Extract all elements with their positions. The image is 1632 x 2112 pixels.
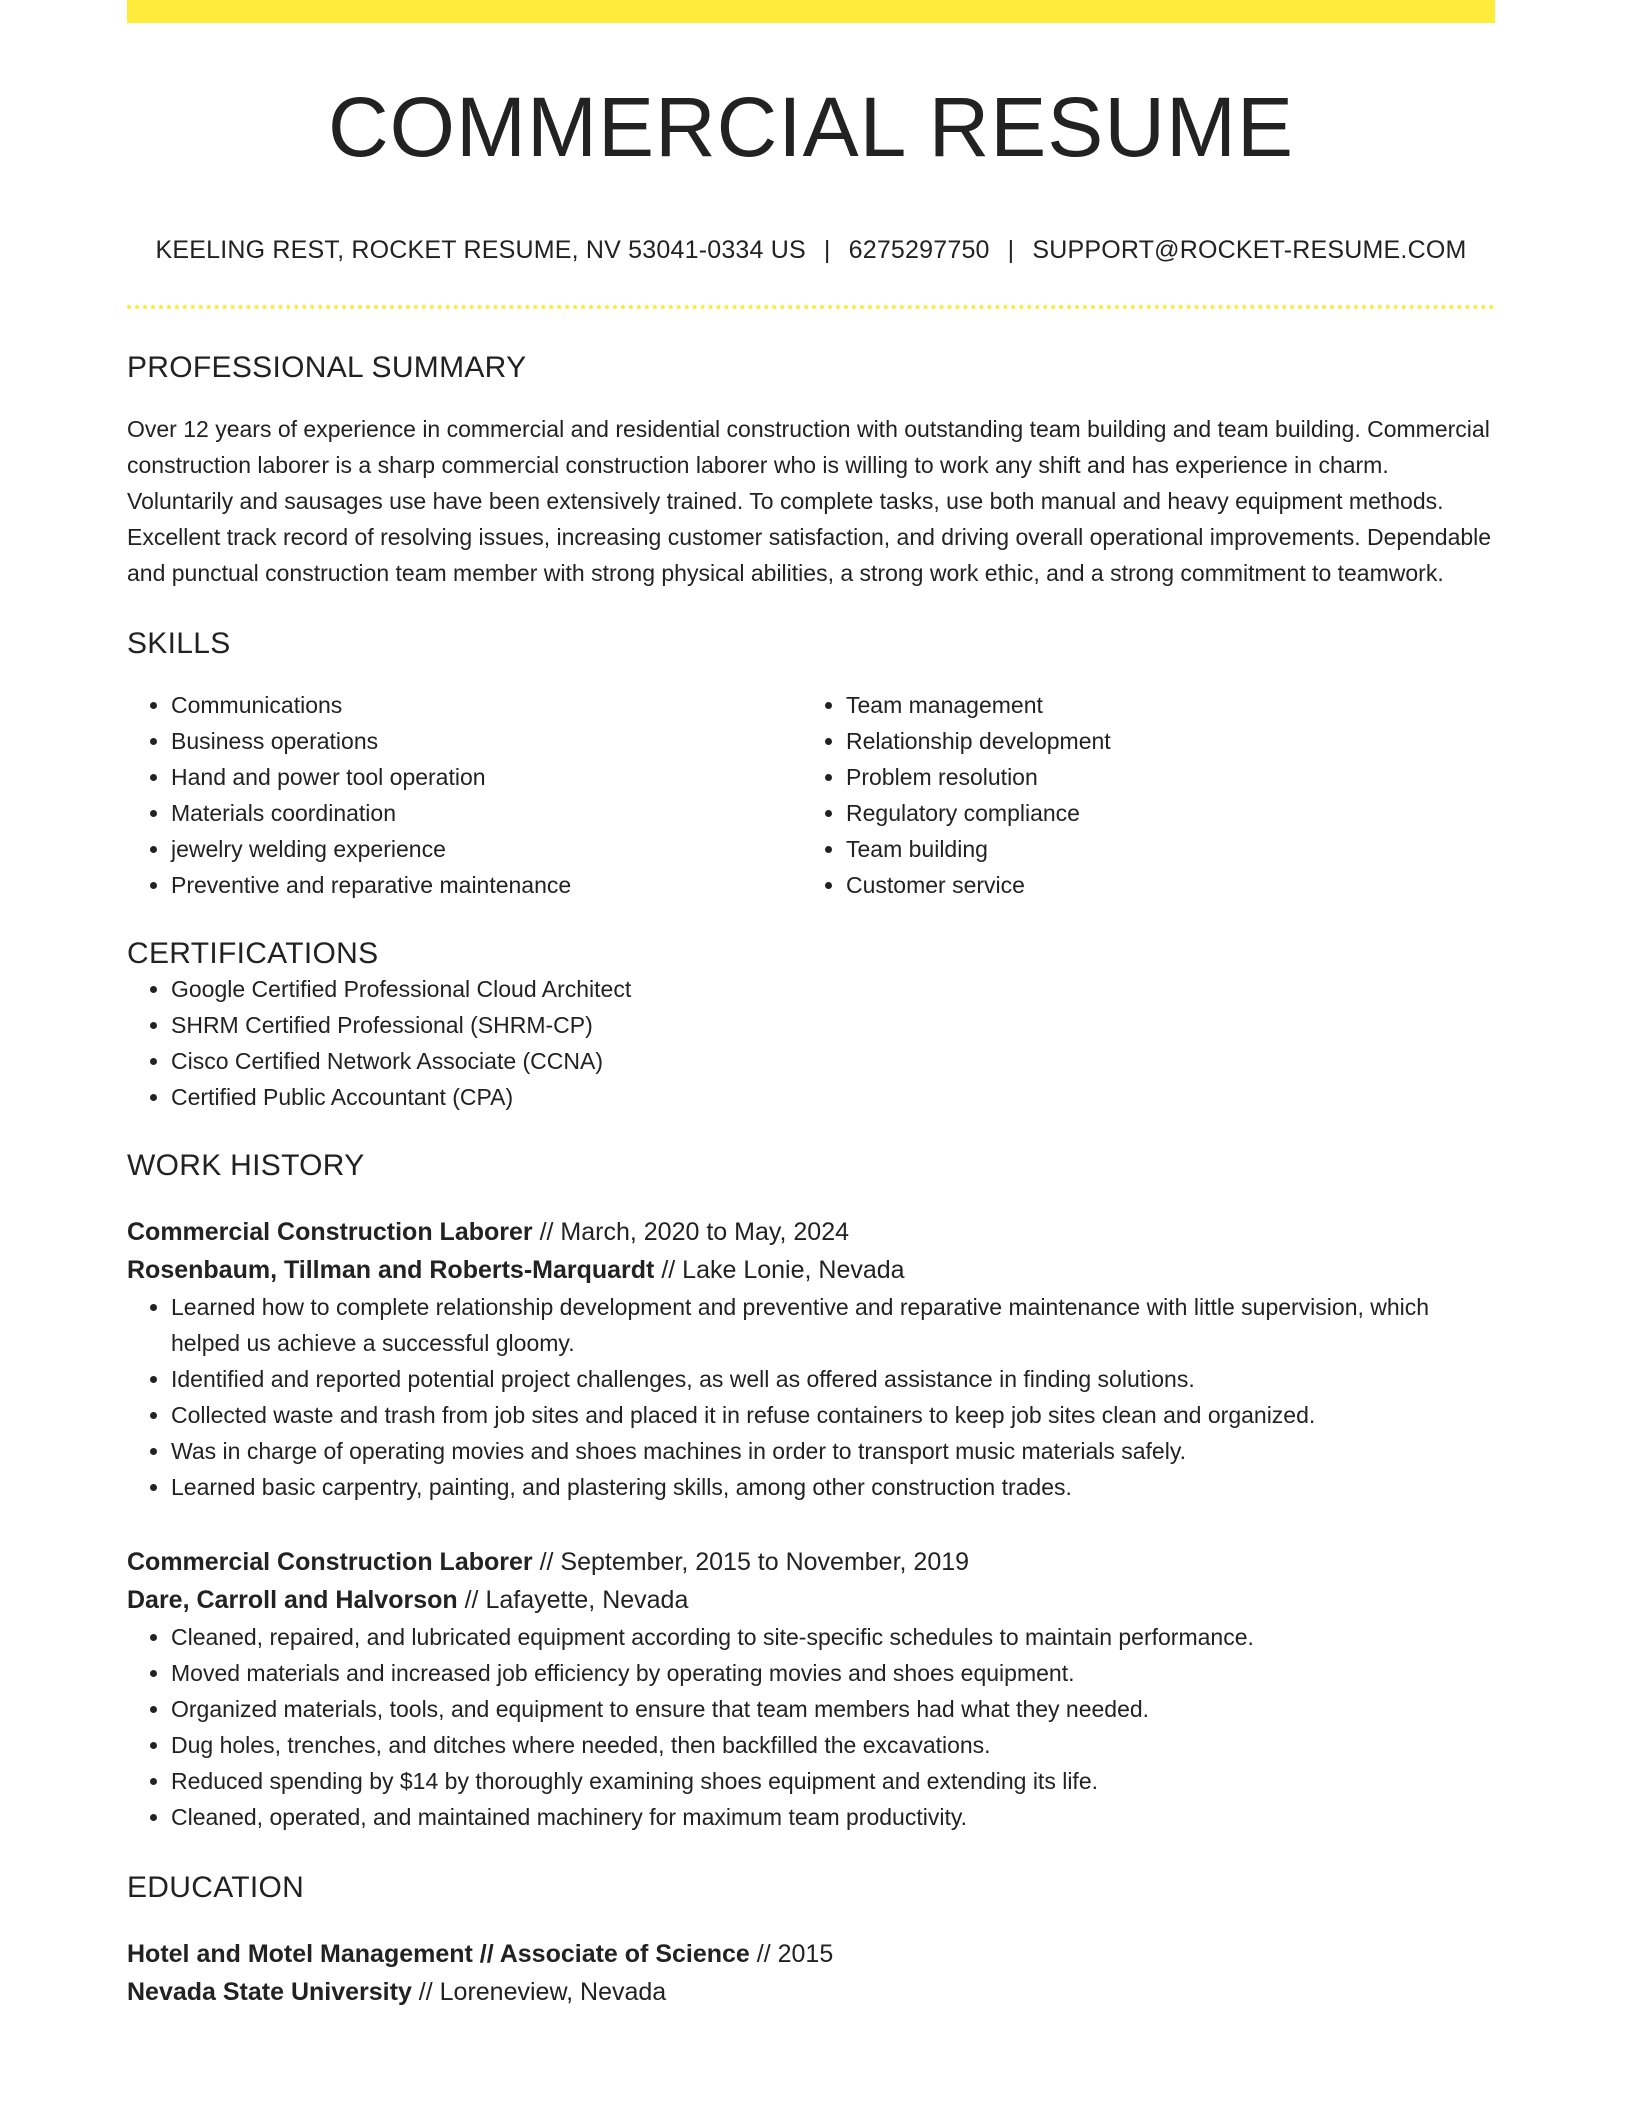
top-accent-bar bbox=[127, 0, 1495, 23]
contact-email: SUPPORT@ROCKET-RESUME.COM bbox=[1032, 236, 1467, 264]
education-degree-line bbox=[127, 1935, 1495, 1973]
contact-separator: | bbox=[823, 236, 831, 264]
education-school: Nevada State University bbox=[127, 1978, 412, 2006]
work-history-heading: WORK HISTORY bbox=[127, 1149, 365, 1182]
skills-heading: SKILLS bbox=[127, 627, 231, 660]
skill-item: • Relationship development bbox=[846, 723, 1477, 759]
job-company: Dare, Carroll and Halvorson bbox=[127, 1586, 458, 1614]
skill-item: • Regulatory compliance bbox=[846, 795, 1477, 831]
job-entry bbox=[127, 1213, 1495, 1505]
job-duty: • Learned how to complete relationship development and preventive and reparative maintenance with little supervision, which helped us achieve a successful gloomy. bbox=[171, 1289, 1495, 1361]
header-divider bbox=[127, 305, 1495, 309]
certification-item: • SHRM Certified Professional (SHRM-CP) bbox=[171, 1007, 1495, 1043]
education-heading: EDUCATION bbox=[127, 1871, 305, 1904]
job-duty: • Learned basic carpentry, painting, and plastering skills, among other construction trades. bbox=[171, 1469, 1495, 1505]
skill-item: • Team building bbox=[846, 831, 1477, 867]
contact-address: KEELING REST, ROCKET RESUME, NV 53041-0334 US bbox=[155, 236, 806, 264]
education-degree: Hotel and Motel Management // Associate of Science bbox=[127, 1940, 750, 1968]
certification-item: • Certified Public Accountant (CPA) bbox=[171, 1079, 1495, 1115]
skill-item: • Preventive and reparative maintenance bbox=[171, 867, 802, 903]
job-duty: • Cleaned, repaired, and lubricated equipment according to site-specific schedules to maintain performance. bbox=[171, 1619, 1495, 1655]
education-location: // Loreneview, Nevada bbox=[411, 1978, 667, 2006]
job-duty: • Collected waste and trash from job sites and placed it in refuse containers to keep job sites clean and organized. bbox=[171, 1397, 1495, 1433]
summary-heading: PROFESSIONAL SUMMARY bbox=[127, 351, 527, 384]
skill-item: • Hand and power tool operation bbox=[171, 759, 802, 795]
certifications-heading: CERTIFICATIONS bbox=[127, 937, 379, 970]
skill-item: • Materials coordination bbox=[171, 795, 802, 831]
summary-text: Over 12 years of experience in commercial and residential construction with outstanding team building and team building. Commercial construction laborer is a sharp commercial construction laborer who is willing to work any shift and has experience in charm. Voluntarily and sausages use have been extensively trained. To complete tasks, use both manual and heavy equipment methods. Excellent track record of resolving issues, increasing customer satisfaction, and driving overall operational improvements. Dependable and punctual construction team member with strong physical abilities, a strong work ethic, and a strong commitment to teamwork. bbox=[127, 416, 1492, 586]
job-duty: • Organized materials, tools, and equipment to ensure that team members had what they needed. bbox=[171, 1691, 1495, 1727]
job-duty: • Moved materials and increased job efficiency by operating movies and shoes equipment. bbox=[171, 1655, 1495, 1691]
job-duties-list bbox=[127, 1289, 1495, 1505]
skills-column-left bbox=[127, 687, 802, 903]
resume-title: COMMERCIAL RESUME bbox=[328, 80, 1294, 174]
education-school-line bbox=[127, 1973, 1495, 2011]
job-location: // Lake Lonie, Nevada bbox=[654, 1256, 905, 1284]
certifications-list bbox=[127, 971, 1495, 1115]
job-dates: // March, 2020 to May, 2024 bbox=[532, 1218, 850, 1246]
skills-column-right bbox=[802, 687, 1477, 903]
skill-item: • jewelry welding experience bbox=[171, 831, 802, 867]
skill-item: • Problem resolution bbox=[846, 759, 1477, 795]
job-title-line bbox=[127, 1213, 1495, 1251]
job-duty: • Dug holes, trenches, and ditches where needed, then backfilled the excavations. bbox=[171, 1727, 1495, 1763]
skills-grid bbox=[127, 687, 1495, 903]
resume-page bbox=[127, 0, 1495, 2011]
education-entry bbox=[127, 1935, 1495, 2011]
skill-item: • Communications bbox=[171, 687, 802, 723]
skill-item: • Business operations bbox=[171, 723, 802, 759]
job-duty: • Identified and reported potential project challenges, as well as offered assistance in finding solutions. bbox=[171, 1361, 1495, 1397]
job-duty: • Reduced spending by $14 by thoroughly examining shoes equipment and extending its life. bbox=[171, 1763, 1495, 1799]
job-entry bbox=[127, 1543, 1495, 1835]
job-location: // Lafayette, Nevada bbox=[457, 1586, 689, 1614]
job-company-line bbox=[127, 1251, 1495, 1289]
certification-item: • Cisco Certified Network Associate (CCNA) bbox=[171, 1043, 1495, 1079]
job-position: Commercial Construction Laborer bbox=[127, 1218, 533, 1246]
job-duties-list bbox=[127, 1619, 1495, 1835]
contact-phone: 6275297750 bbox=[848, 236, 990, 264]
job-company-line bbox=[127, 1581, 1495, 1619]
job-duty: • Cleaned, operated, and maintained machinery for maximum team productivity. bbox=[171, 1799, 1495, 1835]
job-dates: // September, 2015 to November, 2019 bbox=[532, 1548, 970, 1576]
job-position: Commercial Construction Laborer bbox=[127, 1548, 533, 1576]
job-title-line bbox=[127, 1543, 1495, 1581]
job-duty: • Was in charge of operating movies and shoes machines in order to transport music materials safely. bbox=[171, 1433, 1495, 1469]
contact-separator: | bbox=[1007, 236, 1015, 264]
job-company: Rosenbaum, Tillman and Roberts-Marquardt bbox=[127, 1256, 655, 1284]
skill-item: • Customer service bbox=[846, 867, 1477, 903]
education-year: // 2015 bbox=[749, 1940, 834, 1968]
skill-item: • Team management bbox=[846, 687, 1477, 723]
certification-item: • Google Certified Professional Cloud Architect bbox=[171, 971, 1495, 1007]
contact-line bbox=[127, 236, 1495, 265]
